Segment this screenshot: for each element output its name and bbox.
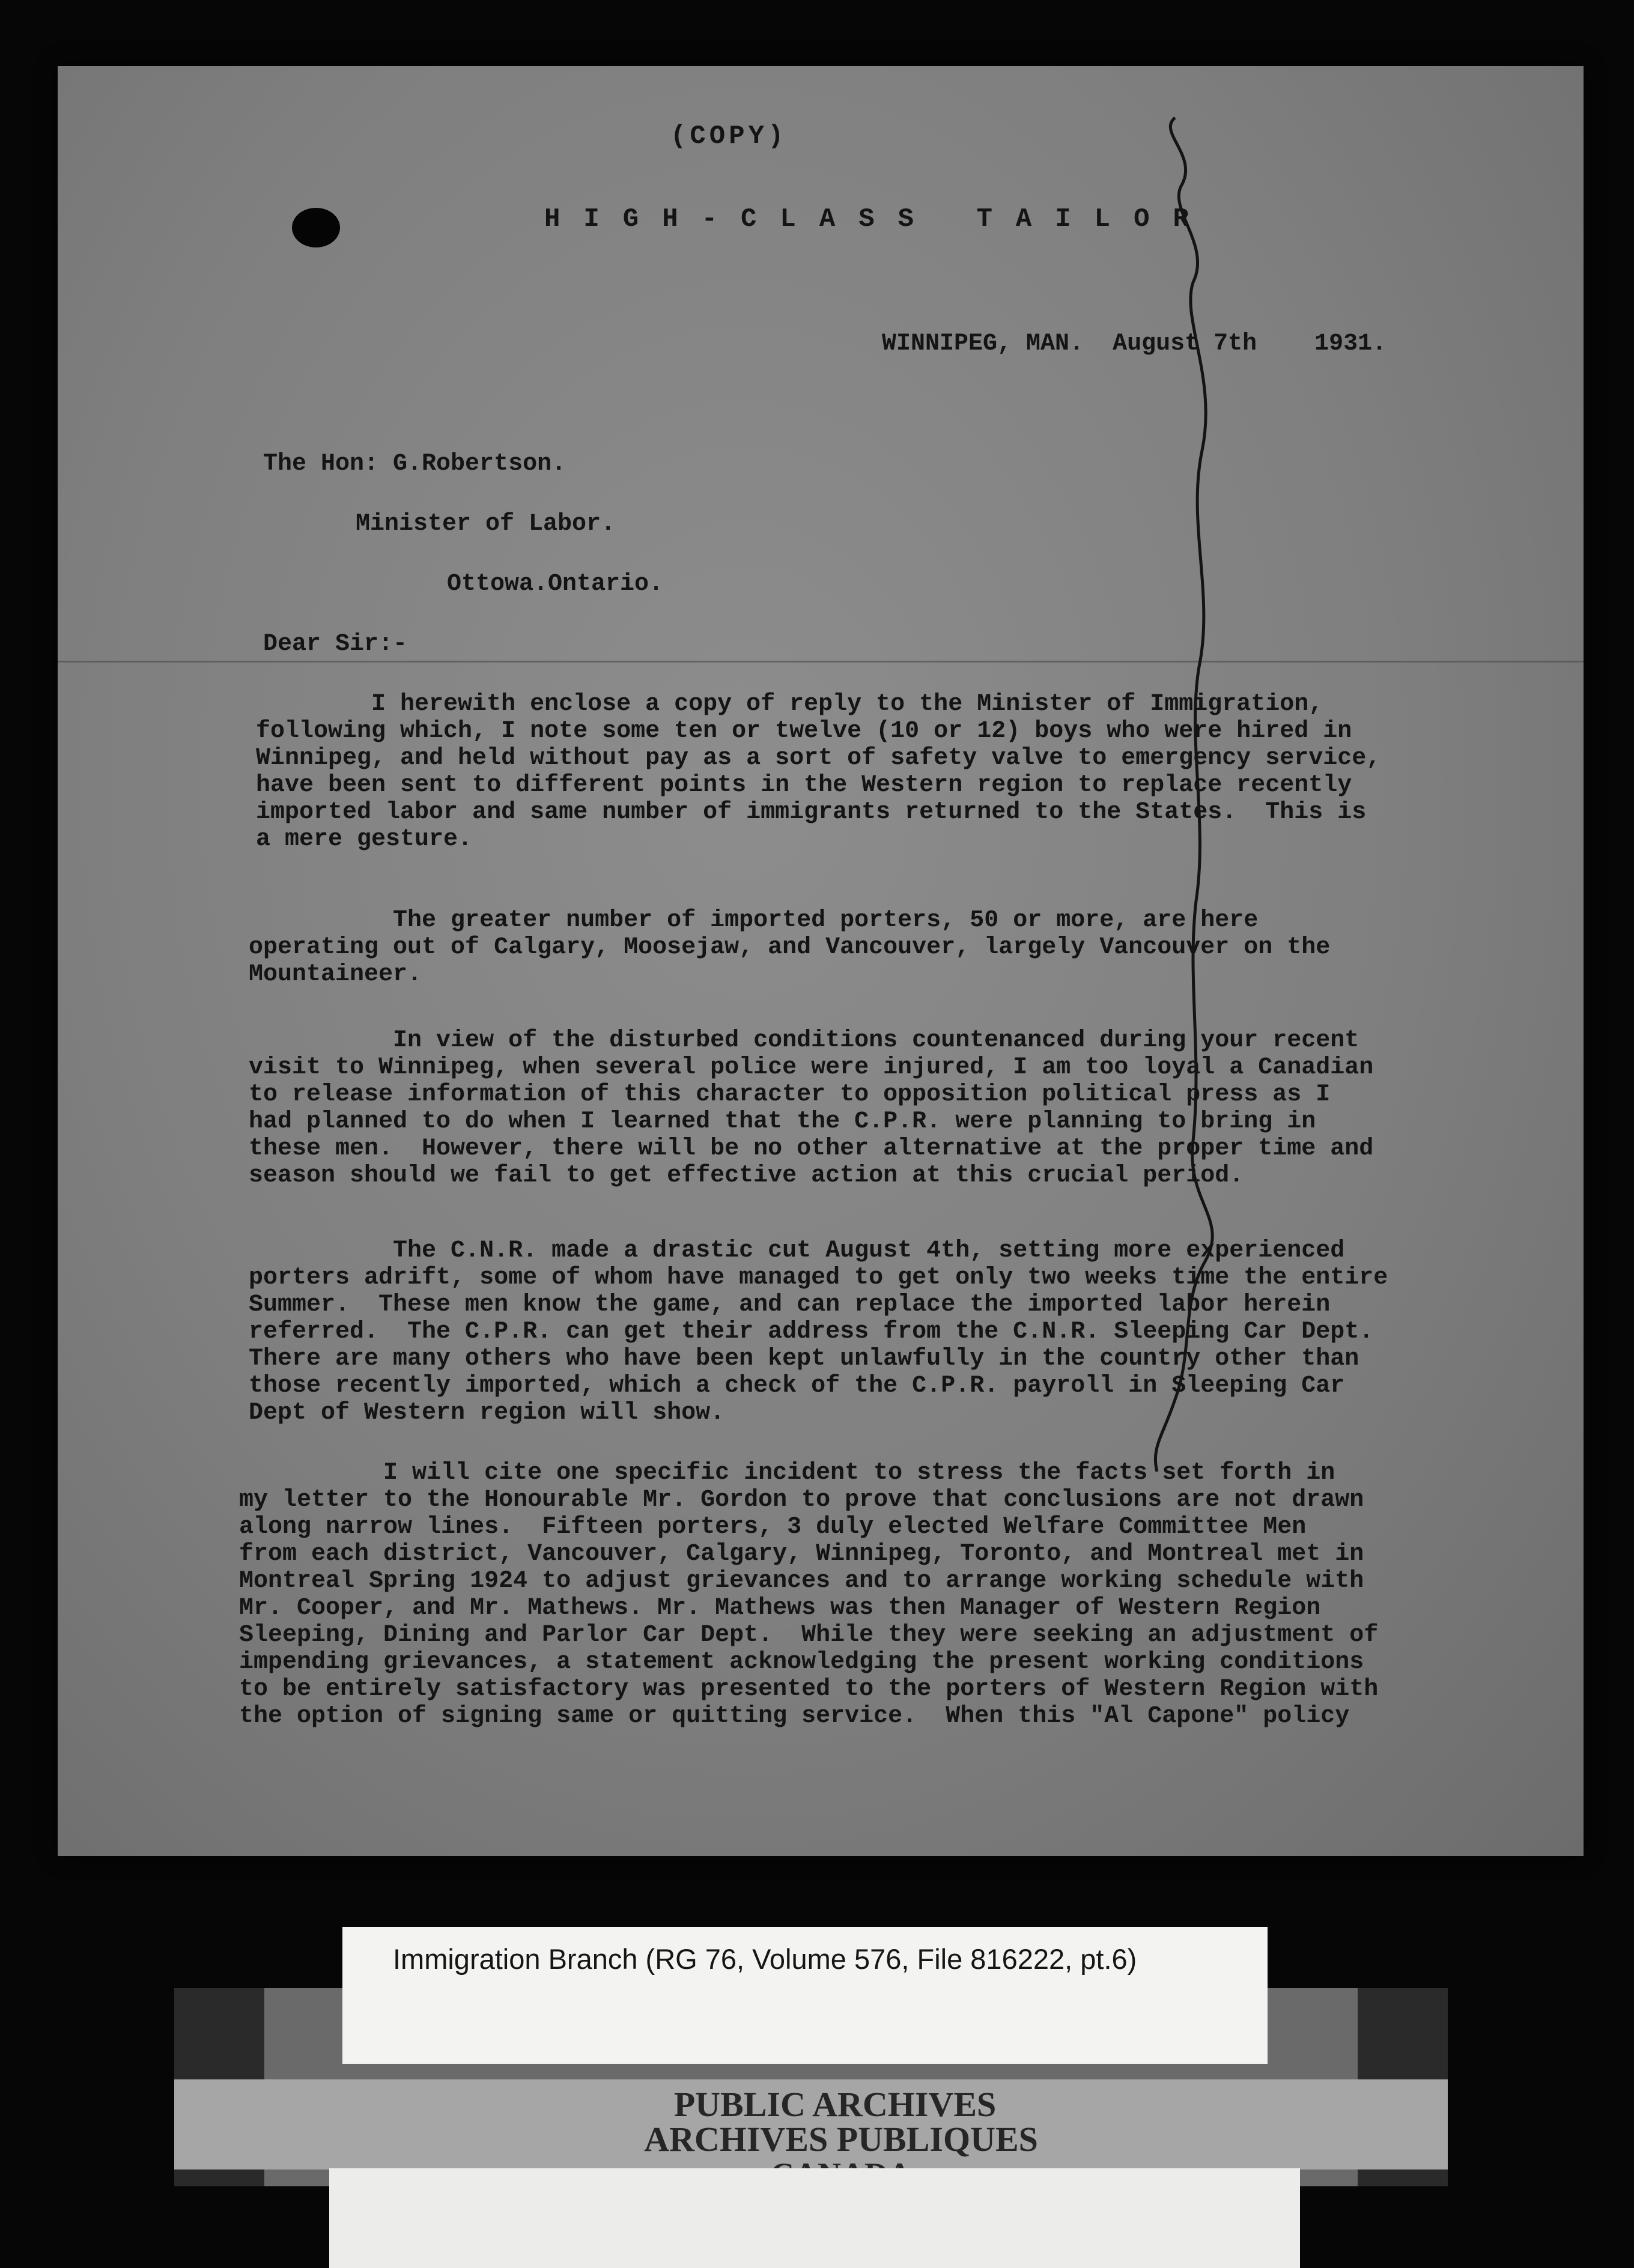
body-paragraph: In view of the disturbed conditions countenanced during your recent visit to Winnipeg, when several police were injured, I am too loyal a Canadian to release information of this character to opposition political press as I had planned to do when I learned that the C.P.R. were planning to bring in these men. However, there will be no other alternative at the proper time and season should we fail to get effective action at this crucial period. <box>249 1027 1374 1189</box>
punch-hole <box>292 208 340 247</box>
addressee-name: The Hon: G.Robertson. <box>263 450 566 478</box>
bottom-white-strip <box>329 2168 1300 2268</box>
body-paragraph: The greater number of imported porters, 50 or more, are here operating out of Calgary, Moosejaw, and Vancouver, largely Vancouver on the Mountaineer. <box>249 907 1331 988</box>
archive-caption: Immigration Branch (RG 76, Volume 576, File 816222, pt.6) <box>393 1943 1137 1975</box>
dateline: WINNIPEG, MAN. August 7th 1931. <box>882 330 1387 357</box>
body-paragraph: I herewith enclose a copy of reply to the Minister of Immigration, following which, I note some ten or twelve (10 or 12) boys who were hired in Winnipeg, and held without pay as a sort of safety valve to emergency service, have been sent to different points in the Western region to replace recently imported labor and same number of immigrants returned to the States. This is a mere gesture. <box>256 691 1381 853</box>
salutation: Dear Sir:- <box>263 631 408 658</box>
paper-fold-line <box>58 661 1584 663</box>
letter-sheet <box>58 66 1584 1856</box>
archive-caption-label <box>342 1927 1268 2064</box>
letterhead: HIGH-CLASS TAILOR <box>544 204 1212 234</box>
body-paragraph: I will cite one specific incident to stress the facts set forth in my letter to the Honourable Mr. Gordon to prove that conclusions are not drawn along narrow lines. Fifteen porters, 3 duly elected Welfare Committee Men from each district, Vancouver, Calgary, Winnipeg, Toronto, and Montreal met in Montreal Spring 1924 to adjust grievances and to arrange working schedule with Mr. Cooper, and Mr. Mathews. Mr. Mathews was then Manager of Western Region Sleeping, Dining and Parlor Car Dept. While they were seeking an adjustment of impending grievances, a statement acknowledging the present working conditions to be entirely satisfactory was presented to the porters of Western Region with the option of signing same or quitting service. When this "Al Capone" policy <box>239 1460 1379 1730</box>
addressee-title: Minister of Labor. <box>356 511 616 538</box>
stamp-line: ARCHIVES PUBLIQUES <box>644 2120 1038 2159</box>
stamp-line: PUBLIC ARCHIVES <box>673 2085 997 2124</box>
addressee-place: Ottowa.Ontario. <box>447 571 664 598</box>
copy-mark: (COPY) <box>670 121 788 151</box>
body-paragraph: The C.N.R. made a drastic cut August 4th, setting more experienced porters adrift, some of whom have managed to get only two weeks time the entire Summer. These men know the game, and can replace the imported labor herein referred. The C.P.R. can get their address from the C.N.R. Sleeping Car Dept. There are many others who have been kept unlawfully in the country other than those recently imported, which a check of the C.P.R. payroll in Sleeping Car Dept of Western region will show. <box>249 1237 1388 1427</box>
